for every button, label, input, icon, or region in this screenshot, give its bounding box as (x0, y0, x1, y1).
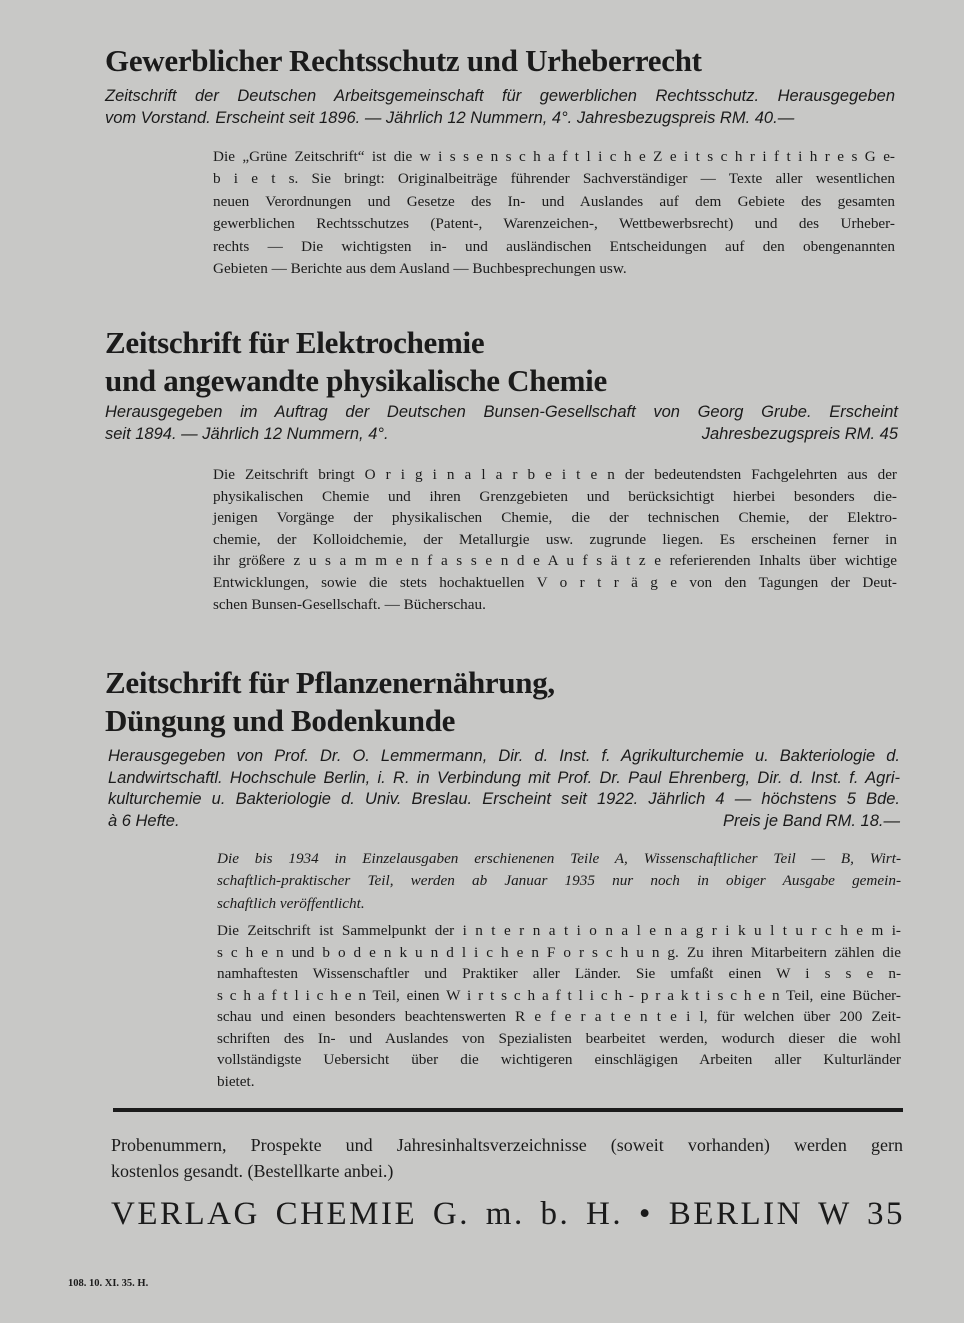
text-line: Die „Grüne Zeitschrift“ ist die w i s s e n s c h a f t l i c h e Z e i t s c h r i f t i h r e s G e- (213, 148, 895, 165)
text-line: gewerblichen Rechtsschutzes (Patent-, Warenzeichen-, Wettbewerbsrecht) und des Urheber- (213, 215, 895, 233)
text-line: Zeitschrift für Pflanzenernährung, (105, 665, 555, 700)
text-line: Entwicklungen, sowie die stets hochaktuellen V o r t r ä g e von den Tagungen der Deut- (213, 573, 897, 591)
text-line: Die Zeitschrift bringt O r i g i n a l a r b e i t e n der bedeutendsten Fachgelehrten aus der (213, 466, 897, 483)
text-line: vollständigste Uebersicht über die wichtigeren einschlägigen Arbeiten aller Kulturländer (217, 1051, 901, 1068)
text-line: schaftlich veröffentlicht. (217, 894, 365, 912)
text-line: Düngung und Bodenkunde (105, 703, 456, 738)
text-line (105, 424, 898, 446)
text-line: vom Vorstand. Erscheint seit 1896. — Jährlich 12 Nummern, 4°. Jahresbezugspreis RM. 40.— (105, 108, 795, 127)
text-line: Probenummern, Prospekte und Jahresinhaltsverzeichnisse (soweit vorhanden) werden gern (111, 1135, 903, 1155)
text-line: und angewandte physikalische Chemie (105, 363, 607, 398)
section-3-body (217, 920, 901, 1092)
section-3-note (217, 848, 901, 915)
text-line: b i e t s. Sie bringt: Originalbeiträge führender Sachverständiger — Texte aller wesentlichen (213, 170, 895, 188)
text-segment: à 6 Hefte. (108, 811, 180, 830)
text-line: ihr größere z u s a m m e n f a s s e n d e A u f s ä t z e referierenden Inhalts über wichtige (213, 552, 897, 570)
text-line: chemie, der Kolloidchemie, der Metallurgie usw. zugrunde liegen. Es erscheinen ferner in (213, 530, 897, 548)
section-3-subtitle (108, 746, 900, 832)
text-line: Herausgegeben im Auftrag der Deutschen Bunsen-Gesellschaft von Georg Grube. Erscheint (105, 403, 898, 421)
text-line (108, 811, 900, 833)
section-2-body (213, 464, 897, 615)
text-line: Die bis 1934 in Einzelausgaben erschienenen Teile A, Wissenschaftlicher Teil — B, Wirt- (217, 850, 901, 867)
text-line: schaftlich-praktischer Teil, werden ab Januar 1935 nur noch in obiger Ausgabe gemein- (217, 872, 901, 890)
text-line: physikalischen Chemie und ihren Grenzgebieten und berücksichtigt hierbei besonders die- (213, 487, 897, 505)
section-2-subtitle (105, 402, 898, 445)
text-line: Zeitschrift für Elektrochemie (105, 325, 485, 360)
text-line: bietet. (217, 1072, 255, 1090)
text-line: kostenlos gesandt. (Bestellkarte anbei.) (111, 1161, 394, 1181)
text-line: neuen Verordnungen und Gesetze des In- und Auslandes auf dem Gebiete des gesamten (213, 192, 895, 210)
text-line: Gewerblicher Rechtsschutz und Urheberrecht (105, 43, 702, 78)
text-line: rechts — Die wichtigsten in- und ausländischen Entscheidungen auf den obengenannten (213, 237, 895, 255)
text-line: Die Zeitschrift ist Sammelpunkt der i n t e r n a t i o n a l e n a g r i k u l t u r c h e m i- (217, 922, 901, 939)
publisher-line: VERLAG CHEMIE G. m. b. H. • BERLIN W 35 (111, 1196, 905, 1232)
text-segment: seit 1894. — Jährlich 12 Nummern, 4°. (105, 424, 389, 443)
text-line: Landwirtschaftl. Hochschule Berlin, i. R. in Verbindung mit Prof. Dr. Paul Ehrenberg, Dir. d. Inst. f. Agri- (108, 768, 900, 787)
divider-rule (113, 1108, 903, 1112)
footer-note (111, 1132, 903, 1184)
section-2-title (105, 324, 607, 400)
text-segment: Jahresbezugspreis RM. 45 (701, 424, 898, 443)
section-1-subtitle (105, 86, 895, 129)
text-line: Zeitschrift der Deutschen Arbeitsgemeinschaft für gewerblichen Rechtsschutz. Herausgegeben (105, 87, 895, 105)
text-line: Gebieten — Berichte aus dem Ausland — Buchbesprechungen usw. (213, 260, 627, 278)
text-line: schen Bunsen-Gesellschaft. — Bücherschau. (213, 595, 486, 613)
text-line: s c h e n und b o d e n k u n d l i c h e n F o r s c h u n g. Zu ihren Mitarbeitern zählen die (217, 943, 901, 961)
section-1-body (213, 146, 895, 280)
section-3-title (105, 664, 555, 740)
text-line: Herausgegeben von Prof. Dr. O. Lemmermann, Dir. d. Inst. f. Agrikulturchemie u. Bakteriologie d. (108, 747, 900, 765)
text-line: kulturchemie u. Bakteriologie d. Univ. Breslau. Erscheint seit 1922. Jährlich 4 — höchstens 5 Bde. (108, 790, 900, 808)
text-line: namhaftesten Wissenschaftler und Praktiker aller Länder. Sie umfaßt einen W i s s e n- (217, 965, 901, 982)
text-line: s c h a f t l i c h e n Teil, einen W i r t s c h a f t l i c h - p r a k t i s c h e n Teil, eine Bücher- (217, 986, 901, 1004)
text-segment: Preis je Band RM. 18.— (723, 811, 900, 830)
section-1-title (105, 42, 702, 80)
text-line: schau und einen besonders beachtenswerten R e f e r a t e n t e i l, für welchen über 200 Zeit- (217, 1008, 901, 1025)
print-code: 108. 10. XI. 35. H. (68, 1278, 149, 1289)
text-line: schriften des In- und Auslandes von Spezialisten bearbeitet werden, wodurch dieser die wohl (217, 1029, 901, 1047)
text-line: jenigen Vorgänge der physikalischen Chemie, die der technischen Chemie, der Elektro- (213, 509, 897, 527)
